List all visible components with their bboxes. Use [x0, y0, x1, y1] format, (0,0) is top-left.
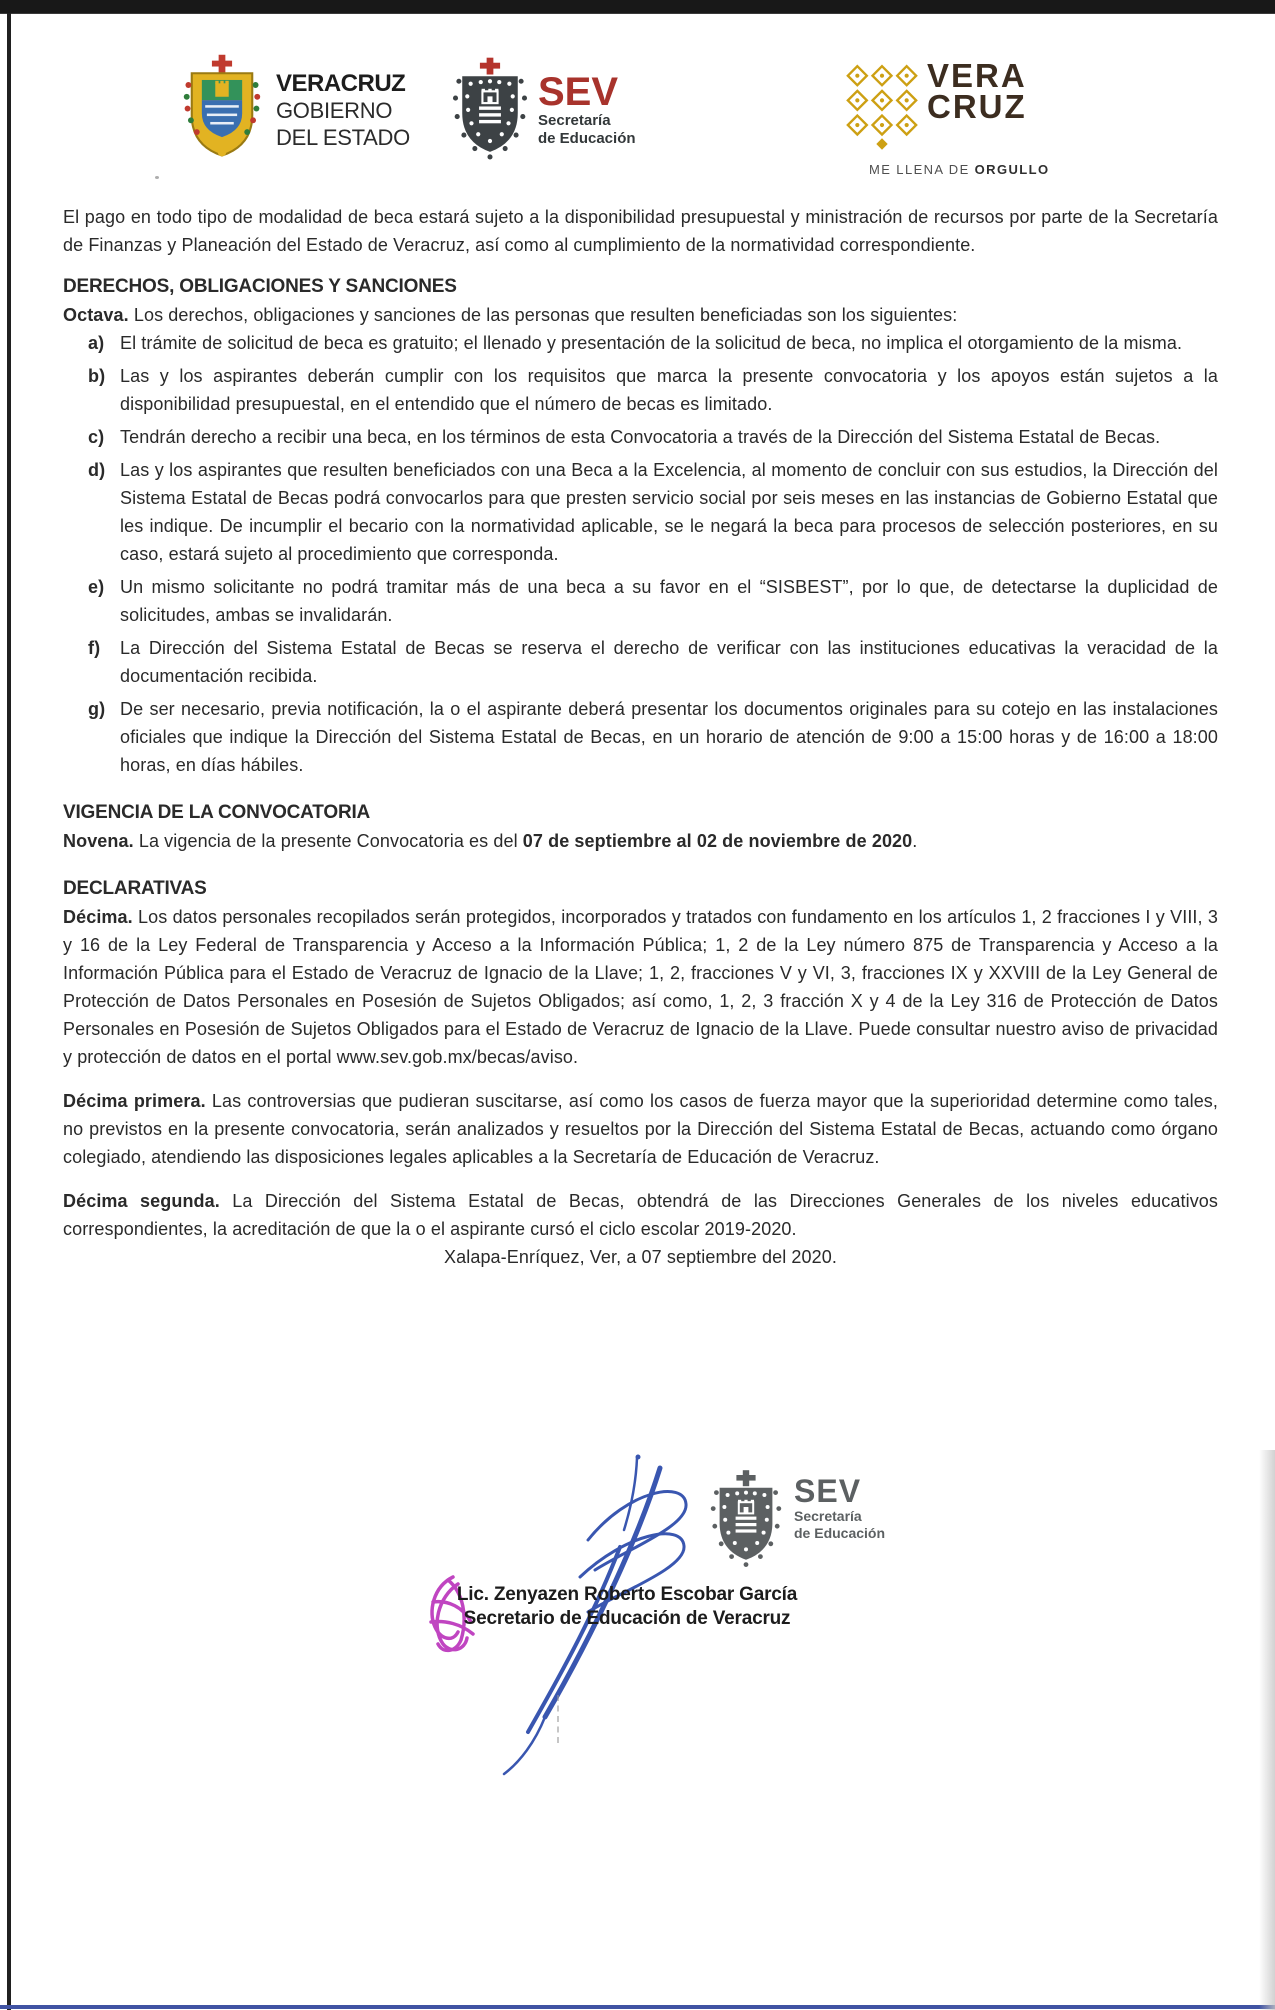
section-heading-declarativas: DECLARATIVAS — [63, 878, 207, 899]
list-item-b — [63, 362, 1218, 418]
sev-subtitle-2: de Educación — [538, 130, 636, 147]
signature-sev-sub-1: Secretaría — [794, 1508, 862, 1524]
sev-shield-gray-icon — [710, 1468, 782, 1570]
list-item-g — [63, 695, 1218, 779]
brand-word-2: CRUZ — [927, 88, 1027, 125]
paragraph-text: Los datos personales recopilados serán protegidos, incorporados y tratados con fundamento en los artículos 1, 2 fracciones I y VIII, 3 y 16 de la Ley Federal de Transparencia y Acceso a la Información Pública; 1, 2 de la Ley número 875 de Transparencia y Acceso a la Información Pública para el Estado de Veracruz de Ignacio de la Llave; 1, 2, fracciones V y VI, 3, fracciones IX y XXVIII de la Ley General de Protección de Datos Personales en Posesión de Sujetos Obligados; así como, 1, 2, 3 fracción X y 4 de la Ley 316 de Protección de Datos Personales en Posesión de Sujetos Obligados para el Estado de Veracruz de Ignacio de la Llave. Puede consultar nuestro aviso de privacidad y protección de datos en el portal www.sev.gob.mx/becas/aviso. — [63, 907, 1218, 1067]
brand-tagline — [869, 162, 1049, 177]
paragraph-lead-bold: Décima segunda. — [63, 1191, 220, 1211]
item-text: Las y los aspirantes deberán cumplir con los requisitos que marca la presente convocatoria y los apoyos están sujetos a la disponibilidad presupuestal, en el entendido que el número de becas es limitado. — [120, 366, 1218, 414]
derechos-list — [63, 329, 1218, 779]
item-text: Tendrán derecho a recibir una beca, en los términos de esta Convocatoria a través de la Dirección del Sistema Estatal de Becas. — [120, 427, 1161, 447]
signature-sev-acronym: SEV — [794, 1473, 862, 1509]
list-item-e — [63, 573, 1218, 629]
signatory-name: Lic. Zenyazen Roberto Escobar García — [456, 1584, 798, 1605]
list-item-c — [63, 423, 1218, 451]
item-letter: d) — [88, 460, 106, 480]
derechos-lead-bold: Octava. — [63, 305, 129, 325]
vigencia-dates-bold: 07 de septiembre al 02 de noviembre de 2020 — [522, 831, 913, 851]
veracruz-brand-logo — [845, 57, 1125, 180]
item-letter: a) — [88, 333, 105, 353]
item-letter: b) — [88, 366, 106, 386]
vigencia-lead-bold: Novena. — [63, 831, 134, 851]
veracruz-coat-of-arms-icon — [180, 54, 264, 158]
derechos-lead — [63, 301, 1218, 329]
brand-diamonds-icon — [845, 64, 919, 150]
vigencia-text-post: . — [912, 831, 918, 851]
vigencia-text-pre: La vigencia de la presente Convocatoria es del — [133, 831, 523, 851]
government-logo — [180, 54, 410, 158]
item-letter: c) — [88, 427, 105, 447]
sev-subtitle-1: Secretaría — [538, 112, 611, 129]
declarativas-paragraphs — [63, 903, 1218, 1243]
section-heading-vigencia: VIGENCIA DE LA CONVOCATORIA — [63, 802, 371, 823]
item-letter: g) — [88, 699, 106, 719]
paragraph-text: Las controversias que pudieran suscitarse, así como los casos de fuerza mayor que la superioridad determine como tales, no previstos en la presente convocatoria, serán analizados y resueltos por la Dirección del Sistema Estatal de Becas, actuando como órgano colegiado, atendiendo las disposiciones legales aplicables a la Secretaría de Educación de Veracruz. — [63, 1091, 1219, 1167]
brand-wordmark — [927, 57, 1027, 125]
list-item-d — [63, 456, 1218, 568]
intro-paragraph: El pago en todo tipo de modalidad de beca estará sujeto a la disponibilidad presupuestal y ministración de recursos por parte de la Secretaría de Finanzas y Planeación del Estado de Veracruz, así como al cumplimiento de la normatividad correspondiente. — [63, 207, 1218, 255]
item-letter: f) — [88, 638, 101, 658]
paragraph-decima-primera — [63, 1087, 1218, 1171]
document-body — [63, 203, 1218, 1271]
government-logo-text — [276, 54, 410, 158]
item-text: Un mismo solicitante no podrá tramitar más de una beca a su favor en el “SISBEST”, por lo que, de detectarse la duplicidad de solicitudes, ambas se invalidarán. — [120, 577, 1218, 625]
item-text: De ser necesario, previa notificación, la o el aspirante deberá presentar los documentos originales para su cotejo en las instalaciones oficiales que indique la Dirección del Sistema Estatal de Becas, en un horario de atención de 9:00 a 15:00 horas y de 16:00 a 18:00 horas, en días hábiles. — [120, 699, 1218, 775]
signature-sev-sub-2: de Educación — [794, 1525, 886, 1541]
paragraph-text: La Dirección del Sistema Estatal de Becas, obtendrá de las Direcciones Generales de los niveles educativos correspondientes, la acreditación de que la o el aspirante cursó el ciclo escolar 2019-2020. — [63, 1191, 1218, 1239]
scan-border-left — [7, 13, 11, 2010]
sev-logo — [452, 56, 636, 162]
sev-logo-text — [538, 56, 636, 162]
vigencia-paragraph — [63, 827, 1218, 855]
signature-sev-stamp — [710, 1468, 930, 1598]
sev-shield-icon — [452, 56, 528, 162]
item-text: El trámite de solicitud de beca es gratuito; el llenado y presentación de la solicitud de beca, no implica el otorgamiento de la misma. — [120, 333, 1183, 353]
sev-acronym: SEV — [538, 70, 619, 114]
paragraph-decima — [63, 903, 1218, 1071]
scan-speck — [155, 176, 159, 179]
signatory-title: Secretario de Educación de Veracruz — [463, 1608, 791, 1629]
gov-line3: DEL ESTADO — [276, 125, 410, 150]
scan-dash-mark — [557, 1695, 559, 1743]
dateline: Xalapa-Enríquez, Ver, a 07 septiembre del 2020. — [444, 1247, 837, 1267]
brand-tagline-prefix: ME LLENA DE — [869, 162, 975, 177]
brand-word-1: VERA — [927, 57, 1027, 94]
signature-sev-text — [794, 1474, 885, 1542]
item-letter: e) — [88, 577, 105, 597]
scan-border-top — [0, 0, 1275, 14]
gov-line2: GOBIERNO — [276, 98, 393, 123]
item-text: La Dirección del Sistema Estatal de Becas se reserva el derecho de verificar con las instituciones educativas la veracidad de la documentación recibida. — [120, 638, 1218, 686]
derechos-lead-text: Los derechos, obligaciones y sanciones de las personas que resulten beneficiadas son los siguientes: — [128, 305, 958, 325]
paragraph-lead-bold: Décima primera. — [63, 1091, 206, 1111]
item-text: Las y los aspirantes que resulten beneficiados con una Beca a la Excelencia, al momento de concluir con sus estudios, la Dirección del Sistema Estatal de Becas podrá convocarlos para que presten servicio social por seis meses en las instancias de Gobierno Estatal que les indique. De incumplir el becario con la normatividad aplicable, se le negará la beca para procesos de selección posteriores, en su caso, estará sujeto al procedimiento que corresponda. — [120, 460, 1218, 564]
scan-border-bottom — [0, 2005, 1275, 2009]
gov-title: VERACRUZ — [276, 70, 406, 97]
scan-shadow-right — [1259, 1450, 1275, 2010]
brand-tagline-bold: ORGULLO — [974, 162, 1050, 177]
list-item-f — [63, 634, 1218, 690]
paragraph-lead-bold: Décima. — [63, 907, 133, 927]
section-heading-derechos: DERECHOS, OBLIGACIONES Y SANCIONES — [63, 276, 457, 297]
paragraph-decima-segunda — [63, 1187, 1218, 1243]
list-item-a — [63, 329, 1218, 357]
